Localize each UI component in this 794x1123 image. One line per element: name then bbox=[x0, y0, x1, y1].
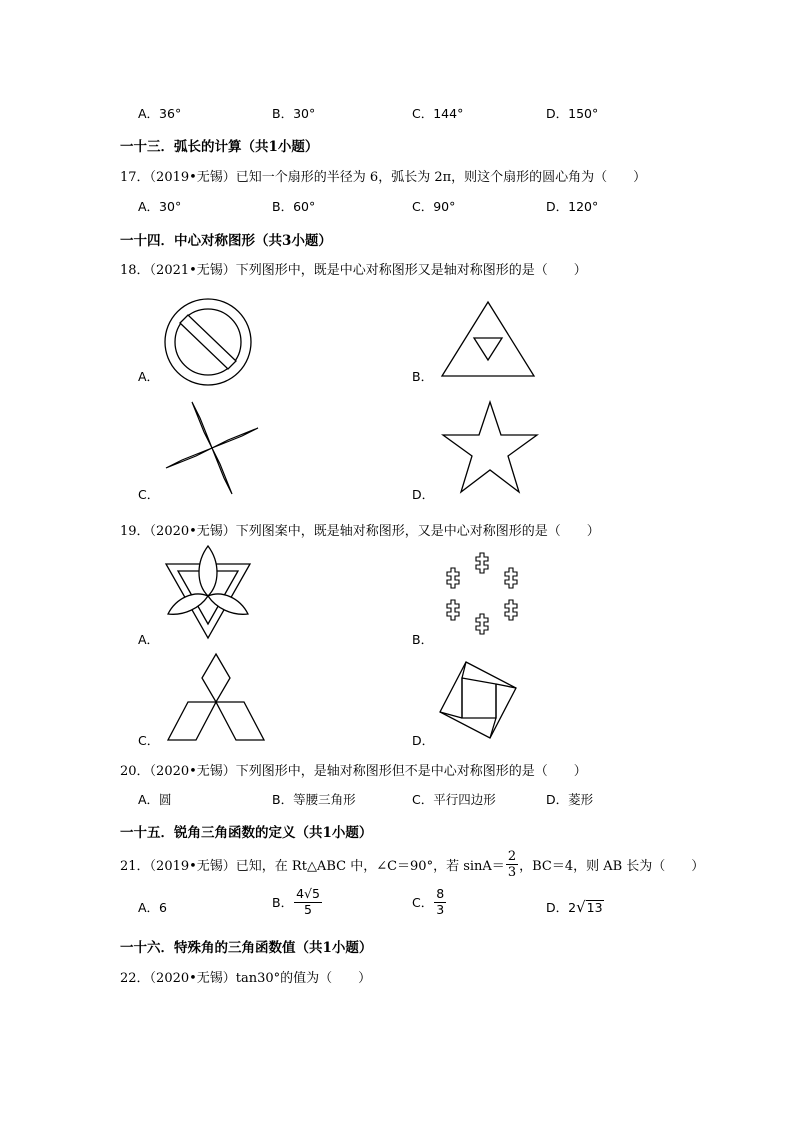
q18-figure-b-triangle bbox=[440, 300, 536, 380]
q19-figure-b-snowflake-ring bbox=[436, 548, 528, 638]
q19-figure-a-triangle-leaves bbox=[162, 544, 254, 640]
q19-option-c: C． bbox=[138, 733, 160, 748]
q21-option-c-label: C． bbox=[412, 895, 434, 910]
q18-option-a: A． bbox=[138, 369, 160, 384]
question-17-stem: 17．（2019•无锡）已知一个扇形的半径为 6，弧长为 2π，则这个扇形的圆心角为（ ） bbox=[120, 170, 647, 185]
q16-option-c: C．144° bbox=[412, 106, 464, 121]
q19-figure-c-three-rhombi bbox=[164, 652, 268, 744]
q21-option-b-numerator: 4√5 bbox=[296, 886, 320, 901]
q19-option-a: A． bbox=[138, 632, 160, 647]
radical-sign-icon: √ bbox=[576, 898, 586, 916]
q18-option-d: D． bbox=[412, 487, 435, 502]
q20-option-a: A．圆 bbox=[138, 792, 172, 807]
question-20-stem: 20．（2020•无锡）下列图形中，是轴对称图形但不是中心对称图形的是（ ） bbox=[120, 764, 587, 779]
section-title-14: 一十四．中心对称图形（共3小题） bbox=[120, 233, 332, 249]
q21-option-d bbox=[546, 898, 604, 916]
question-21-stem bbox=[120, 850, 704, 879]
q21-option-c-numerator: 8 bbox=[436, 886, 445, 901]
q21-option-d-label: D． bbox=[546, 900, 569, 915]
q21-stem-part-a: 21．（2019•无锡）已知，在 Rt△ABC 中，∠C＝90°，若 sinA＝ bbox=[120, 859, 505, 874]
section-title-15: 一十五．锐角三角函数的定义（共1小题） bbox=[120, 825, 373, 841]
q21-option-d-radicand: 13 bbox=[586, 899, 603, 915]
q21-option-c-fraction bbox=[434, 888, 446, 916]
q20-option-d: D．菱形 bbox=[546, 792, 594, 807]
question-22-stem: 22．（2020•无锡）tan30°的值为（ ） bbox=[120, 971, 372, 986]
q19-figure-d-square-pinwheel bbox=[438, 660, 520, 742]
section-title-16: 一十六．特殊角的三角函数值（共1小题） bbox=[120, 940, 373, 956]
q21-option-c bbox=[412, 888, 447, 916]
q21-option-b-denominator: 5 bbox=[304, 901, 312, 917]
q21-option-c-denominator: 3 bbox=[436, 901, 445, 917]
q16-option-a: A．36° bbox=[138, 106, 182, 121]
q16-option-b: B．30° bbox=[272, 106, 316, 121]
q19-option-d: D． bbox=[412, 733, 435, 748]
q21-option-b bbox=[272, 888, 323, 916]
q18-figure-a-prohibition-circle bbox=[160, 297, 256, 387]
q19-option-b: B． bbox=[412, 632, 434, 647]
q17-option-c: C．90° bbox=[412, 199, 456, 214]
q21-option-d-coefficient: 2 bbox=[568, 899, 577, 915]
section-title-13: 一十三．弧长的计算（共1小题） bbox=[120, 139, 319, 155]
q18-option-c: C． bbox=[138, 487, 160, 502]
q20-option-c: C．平行四边形 bbox=[412, 792, 496, 807]
q21-option-a: A．6 bbox=[138, 900, 168, 915]
q18-figure-d-star bbox=[440, 400, 540, 496]
q21-option-b-label: B． bbox=[272, 895, 294, 910]
q20-option-b: B．等腰三角形 bbox=[272, 792, 356, 807]
q21-stem-part-b: ，BC＝4，则 AB 长为（ ） bbox=[519, 859, 705, 874]
q17-option-b: B．60° bbox=[272, 199, 316, 214]
q18-figure-c-pinwheel bbox=[162, 400, 262, 496]
question-18-stem: 18．（2021•无锡）下列图形中，既是中心对称图形又是轴对称图形的是（ ） bbox=[120, 263, 587, 278]
q21-option-b-fraction bbox=[294, 888, 322, 916]
question-19-stem: 19．（2020•无锡）下列图案中，既是轴对称图形，又是中心对称图形的是（ ） bbox=[120, 524, 600, 539]
q17-option-d: D．120° bbox=[546, 199, 599, 214]
q21-fraction-denominator: 3 bbox=[507, 865, 517, 880]
q21-fraction bbox=[506, 850, 518, 879]
q18-option-b: B． bbox=[412, 369, 434, 384]
q16-option-d: D．150° bbox=[546, 106, 599, 121]
q17-option-a: A．30° bbox=[138, 199, 182, 214]
q21-fraction-numerator: 2 bbox=[507, 849, 517, 864]
